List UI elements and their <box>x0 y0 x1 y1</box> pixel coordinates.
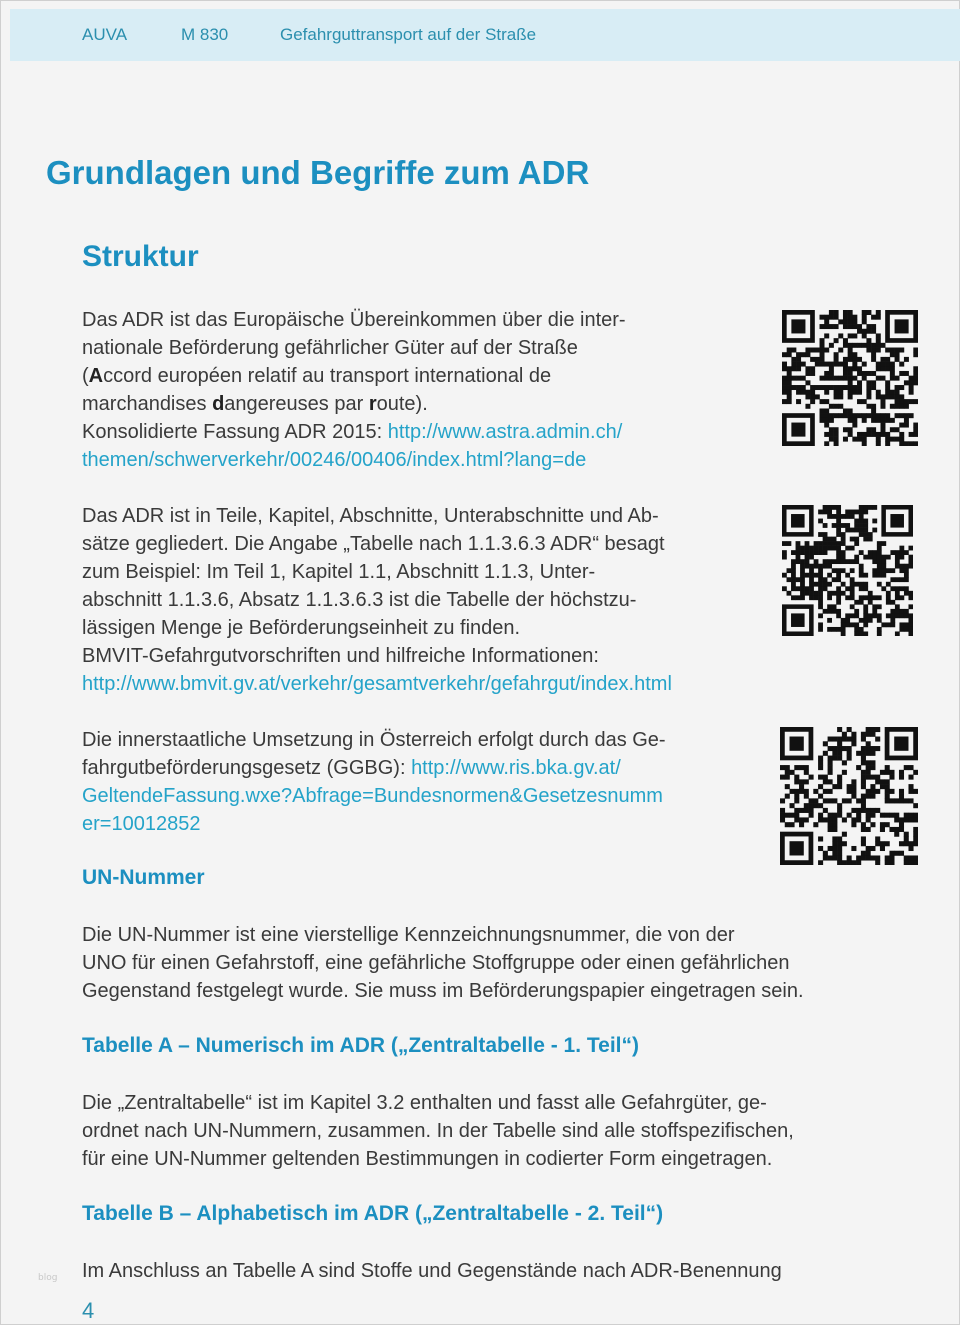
paragraph-ggbg <box>82 726 666 838</box>
text-segment: Das ADR ist das Europäische Übereinkommen über die inter- <box>82 309 626 331</box>
text-segment: ccord européen relatif au transport international de <box>103 365 552 387</box>
text-segment: zum Beispiel: Im Teil 1, Kapitel 1.1, Abschnitt 1.1.3, Unter- <box>82 561 596 583</box>
text-segment: sätze gegliedert. Die Angabe „Tabelle nach 1.1.3.6.3 ADR“ besagt <box>82 533 665 555</box>
text-segment: Das ADR ist in Teile, Kapitel, Abschnitte, Unterabschnitte und Ab- <box>82 505 659 527</box>
text-segment: fahrgutbeförderungsgesetz (GGBG): <box>82 757 412 779</box>
text-line <box>82 977 804 1005</box>
text-segment: ordnet nach UN-Nummern, zusammen. In der Tabelle sind alle stoffspezifischen, <box>82 1120 794 1142</box>
header-org: AUVA <box>82 25 128 44</box>
hyperlink[interactable]: er=10012852 <box>82 813 201 835</box>
text-line <box>82 418 626 446</box>
text-segment: BMVIT-Gefahrgutvorschriften und hilfreiche Informationen: <box>82 645 599 667</box>
text-segment: angereuses par <box>224 393 369 415</box>
text-segment: nationale Beförderung gefährlicher Güter auf der Straße <box>82 337 578 359</box>
page-number: 4 <box>82 1298 95 1323</box>
text-segment: marchandises <box>82 393 213 415</box>
paragraph-adr-definition <box>82 306 626 474</box>
text-line <box>82 558 672 586</box>
text-segment: ( <box>82 365 89 387</box>
header-title: Gefahrguttransport auf der Straße <box>280 25 537 44</box>
text-line <box>82 642 672 670</box>
hyperlink[interactable]: http://www.astra.admin.ch/ <box>387 421 623 443</box>
text-segment: für eine UN-Nummer geltenden Bestimmungen in codierter Form eingetragen. <box>82 1148 773 1170</box>
text-line <box>82 1117 794 1145</box>
paragraph-tabelle-a <box>82 1089 794 1173</box>
paragraph-tabelle-b <box>82 1257 782 1285</box>
subheading-un-nummer: UN-Nummer <box>82 866 205 889</box>
text-line <box>82 530 672 558</box>
qr-code-ris[interactable] <box>780 727 918 865</box>
hyperlink[interactable]: themen/schwerverkehr/00246/00406/index.html?lang=de <box>82 449 587 471</box>
bold-letter: A <box>88 365 104 387</box>
header-code: M 830 <box>181 25 229 44</box>
text-line <box>82 810 666 838</box>
text-line <box>82 949 804 977</box>
text-line <box>82 334 626 362</box>
text-line <box>82 306 626 334</box>
text-line <box>82 362 626 390</box>
text-segment: oute). <box>376 393 428 415</box>
text-line <box>82 502 672 530</box>
text-segment: lässigen Menge je Beförderungseinheit zu finden. <box>82 617 521 639</box>
hyperlink[interactable]: GeltendeFassung.wxe?Abfrage=Bundesnormen&Gesetzesnumm <box>82 785 663 807</box>
running-header <box>10 9 960 61</box>
text-line <box>82 614 672 642</box>
text-segment: Die innerstaatliche Umsetzung in Österreich erfolgt durch das Ge- <box>82 729 666 751</box>
section-title: Struktur <box>82 240 199 273</box>
text-segment: abschnitt 1.1.3.6, Absatz 1.1.3.6.3 ist die Tabelle der höchstzu- <box>82 589 637 611</box>
bold-letter: r <box>368 393 377 415</box>
text-line <box>82 1257 782 1285</box>
paragraph-un-nummer <box>82 921 804 1005</box>
text-line <box>82 1145 794 1173</box>
text-line <box>82 670 672 698</box>
text-line <box>82 1089 794 1117</box>
text-segment: UNO für einen Gefahrstoff, eine gefährliche Stoffgruppe oder einen gefährlichen <box>82 952 790 974</box>
qr-code-astra[interactable] <box>782 310 918 446</box>
hyperlink[interactable]: http://www.bmvit.gv.at/verkehr/gesamtverkehr/gefahrgut/index.html <box>82 673 672 695</box>
bold-letter: d <box>212 393 225 415</box>
text-segment: Die „Zentraltabelle“ ist im Kapitel 3.2 enthalten und fasst alle Gefahrgüter, ge- <box>82 1092 767 1114</box>
text-line <box>82 754 666 782</box>
page-title: Grundlagen und Begriffe zum ADR <box>46 154 590 191</box>
text-line <box>82 921 804 949</box>
text-line <box>82 390 626 418</box>
watermark: blog <box>38 1273 58 1283</box>
text-segment: Konsolidierte Fassung ADR 2015: <box>82 421 388 443</box>
text-line <box>82 446 626 474</box>
text-segment: Gegenstand festgelegt wurde. Sie muss im Beförderungspapier eingetragen sein. <box>82 980 804 1002</box>
text-line <box>82 586 672 614</box>
text-line <box>82 726 666 754</box>
paragraph-adr-structure <box>82 502 672 698</box>
hyperlink[interactable]: http://www.ris.bka.gv.at/ <box>411 757 621 779</box>
qr-code-bmvit[interactable] <box>782 505 913 636</box>
subheading-tabelle-a: Tabelle A – Numerisch im ADR („Zentraltabelle - 1. Teil“) <box>82 1034 640 1057</box>
text-segment: Die UN-Nummer ist eine vierstellige Kennzeichnungsnummer, die von der <box>82 924 735 946</box>
text-segment: Im Anschluss an Tabelle A sind Stoffe und Gegenstände nach ADR-Benennung <box>82 1260 782 1282</box>
subheading-tabelle-b: Tabelle B – Alphabetisch im ADR („Zentraltabelle - 2. Teil“) <box>82 1202 664 1225</box>
text-line <box>82 782 666 810</box>
